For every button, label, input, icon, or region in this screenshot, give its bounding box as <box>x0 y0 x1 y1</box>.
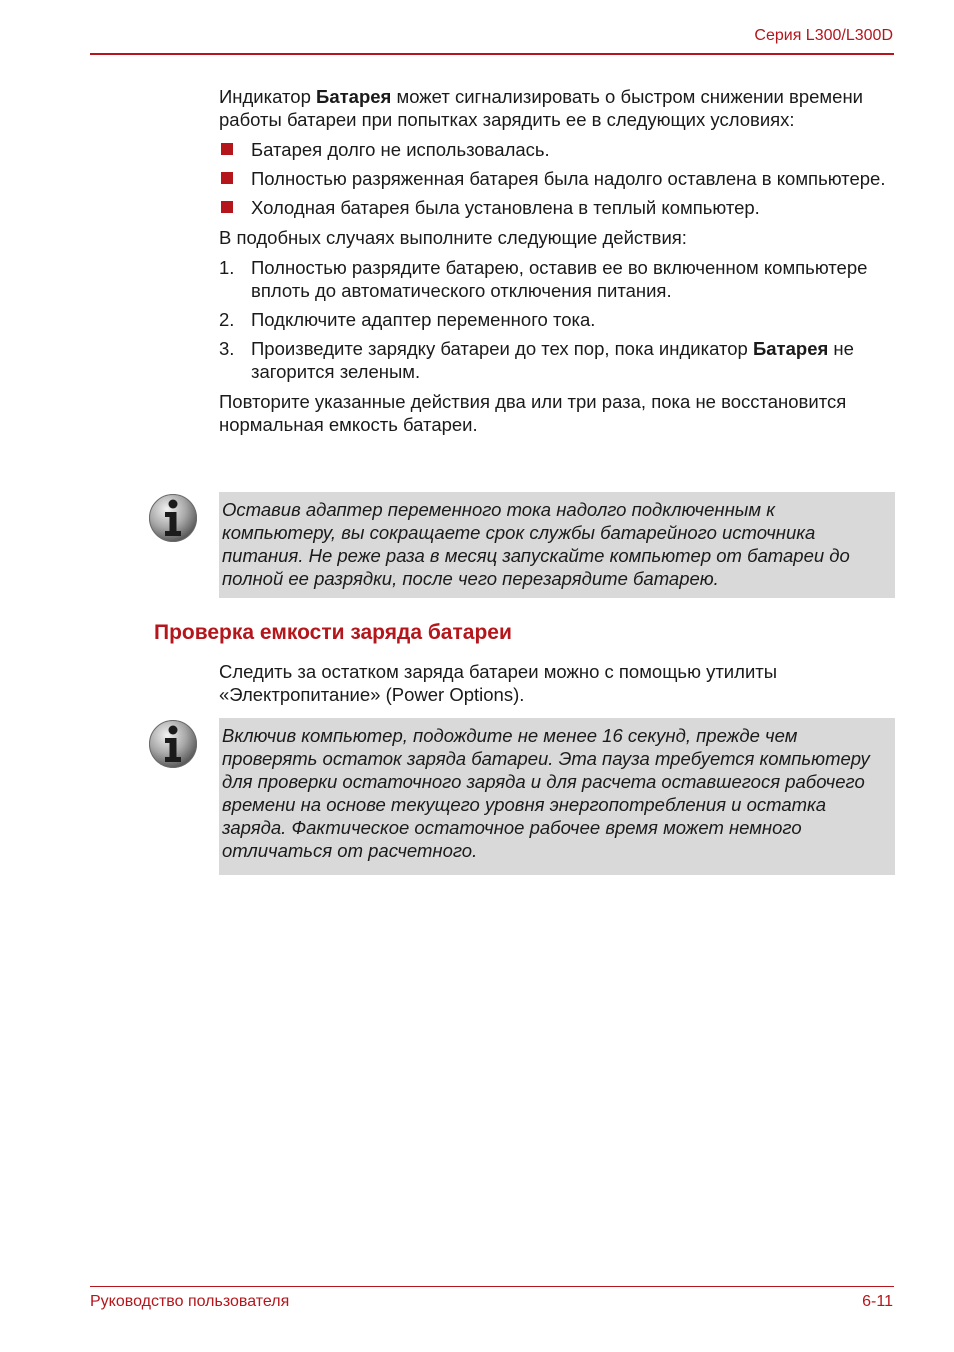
steps-list <box>219 256 899 383</box>
section-heading: Проверка емкости заряда батареи <box>154 621 512 644</box>
step-item: 1. Полностью разрядите батарею, оставив ее во включенном компьютере вплоть до автоматического отключения питания. <box>219 257 868 301</box>
step-item: 2. Подключите адаптер переменного тока. <box>219 309 596 330</box>
info-icon <box>148 719 198 769</box>
step-item: 3. Произведите зарядку батареи до тех пор, пока индикатор Батарея не загорится зеленым. <box>219 338 854 382</box>
header-divider <box>90 53 894 55</box>
page-number: 6-11 <box>862 1293 893 1310</box>
footer-manual-title: Руководство пользователя <box>90 1293 290 1310</box>
note-box <box>219 718 895 875</box>
info-icon <box>148 493 198 543</box>
note-text: Включив компьютер, подождите не менее 16 секунд, прежде чем проверять остаток заряда батареи. Эта пауза требуется компьютеру для проверки остаточного заряда и для расчета оставшегося рабочего времени на основе текущего уровня энергопотребления и остатка заряда. Фактическое остаточное рабочее время может немного отличаться от расчетного. <box>222 725 870 861</box>
bullet-square-icon <box>221 201 233 213</box>
note-text: Оставив адаптер переменного тока надолго подключенным к компьютеру, вы сокращаете срок службы батарейного источника питания. Не реже раза в месяц запускайте компьютер от батареи до полной ее разрядки, после чего перезарядите батарею. <box>222 499 850 589</box>
note-box <box>219 492 895 598</box>
running-header: Серия L300/L300D <box>754 27 893 44</box>
list-item: Полностью разряженная батарея была надолго оставлена в компьютере. <box>219 167 899 190</box>
bullet-square-icon <box>221 143 233 155</box>
section-paragraph: Следить за остатком заряда батареи можно с помощью утилиты «Электропитание» (Power Options). <box>219 661 778 705</box>
main-content <box>219 85 899 443</box>
actions-intro: В подобных случаях выполните следующие действия: <box>219 227 687 248</box>
list-item: Холодная батарея была установлена в теплый компьютер. <box>219 196 899 219</box>
conditions-list <box>219 138 899 219</box>
battery-term: Батарея <box>316 86 392 107</box>
footer-divider <box>90 1286 894 1287</box>
bullet-square-icon <box>221 172 233 184</box>
list-item: Батарея долго не использовалась. <box>219 138 899 161</box>
repeat-paragraph: Повторите указанные действия два или три раза, пока не восстановится нормальная емкость батареи. <box>219 391 847 435</box>
intro-paragraph: Индикатор Батарея может сигнализировать о быстром снижении времени работы батареи при попытках зарядить ее в следующих условиях: <box>219 86 863 130</box>
